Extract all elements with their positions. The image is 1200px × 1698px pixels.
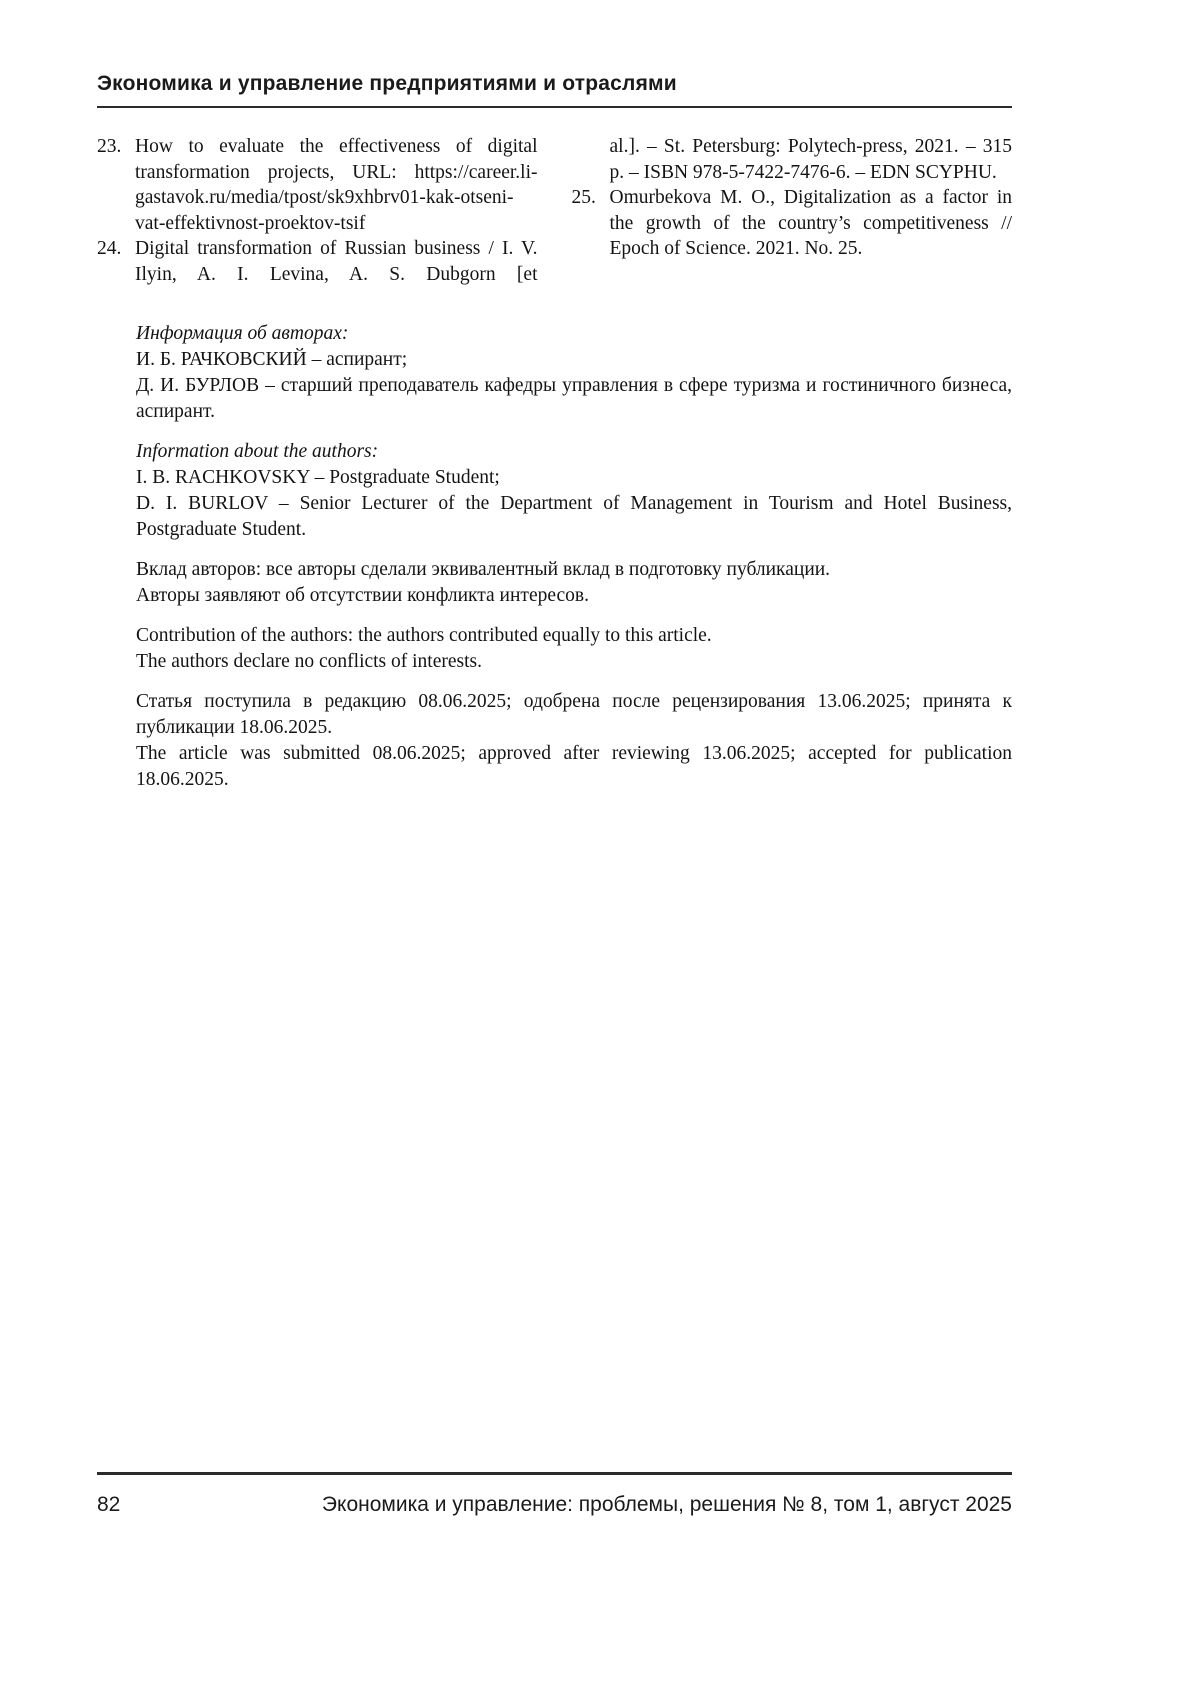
contribution-ru	[136, 557, 1012, 609]
footer-journal-title: Экономика и управление: проблемы, решения № 8, том 1, август 2025	[321, 1493, 1012, 1516]
contribution-en-line-1: Contribution of the authors: the authors contributed equally to this article.	[136, 625, 712, 646]
contribution-ru-line-2: Авторы заявляют об отсутствии конфликта интересов.	[136, 585, 589, 606]
header-rule	[97, 106, 1012, 108]
footer-rule	[97, 1472, 1012, 1475]
author-line-ru-1: И. Б. РАЧКОВСКИЙ – аспирант;	[136, 349, 408, 370]
reference-text: Digital transformation of Russian business / I. V. Ilyin, A. I. Levina, A. S. Dubgorn [et	[135, 238, 538, 285]
references-column-left	[97, 134, 538, 287]
reference-number: 24.	[97, 238, 122, 259]
authors-info-en-heading: Information about the authors:	[136, 441, 379, 462]
authors-info-ru-heading: Информация об авторах:	[136, 323, 349, 344]
contribution-en	[136, 623, 1012, 675]
page-content	[0, 0, 1200, 793]
authors-info-ru	[136, 321, 1012, 425]
footer-row	[97, 1493, 1012, 1517]
submission-dates	[136, 689, 1012, 793]
references-section	[97, 134, 1012, 287]
reference-item-24	[97, 236, 538, 287]
page-number: 82	[97, 1493, 121, 1516]
reference-text: al.]. – St. Petersburg: Polytech-press, 2021. – 315 p. – ISBN 978-5-7422-7476-6. – EDN SCYPHU.	[609, 136, 1012, 183]
contribution-ru-line-1: Вклад авторов: все авторы сделали эквивалентный вклад в подготовку публикации.	[136, 559, 831, 580]
reference-number: 25.	[571, 187, 596, 208]
contribution-en-line-2: The authors declare no conflicts of interests.	[136, 651, 483, 672]
running-head-title: Экономика и управление предприятиями и отраслями	[97, 72, 677, 95]
references-column-right	[572, 134, 1013, 287]
reference-number	[572, 134, 610, 185]
page-footer	[97, 1472, 1012, 1517]
author-line-en-2: D. I. BURLOV – Senior Lecturer of the Department of Management in Tourism and Hotel Business, Postgraduate Student.	[136, 493, 1012, 540]
reference-number: 23.	[97, 136, 122, 157]
author-line-en-1: I. B. RACHKOVSKY – Postgraduate Student;	[136, 467, 500, 488]
authors-info-en	[136, 439, 1012, 543]
reference-text: Omurbekova M. O., Digitalization as a factor in the growth of the country’s competitiveness // Epoch of Science. 2021. No. 25.	[609, 187, 1012, 259]
submission-dates-ru: Статья поступила в редакцию 08.06.2025; одобрена после рецензирования 13.06.2025; принята к публикации 18.06.2025.	[136, 691, 1012, 738]
reference-item-23	[97, 134, 538, 236]
reference-item-24-continuation	[572, 134, 1013, 185]
meta-info-section	[136, 321, 1012, 793]
reference-item-25	[572, 185, 1013, 262]
reference-text: How to evaluate the effectiveness of digital transformation projects, URL: https://career.li-gastavok.ru/media/tpost/sk9xhbrv01-kak-otseni-vat-effektivnost-proektov-tsif	[135, 136, 538, 234]
author-line-ru-2: Д. И. БУРЛОВ – старший преподаватель кафедры управления в сфере туризма и гостиничного бизнеса, аспирант.	[136, 375, 1012, 422]
page-header	[97, 72, 1012, 108]
submission-dates-en: The article was submitted 08.06.2025; approved after reviewing 13.06.2025; accepted for publication 18.06.2025.	[136, 743, 1012, 790]
